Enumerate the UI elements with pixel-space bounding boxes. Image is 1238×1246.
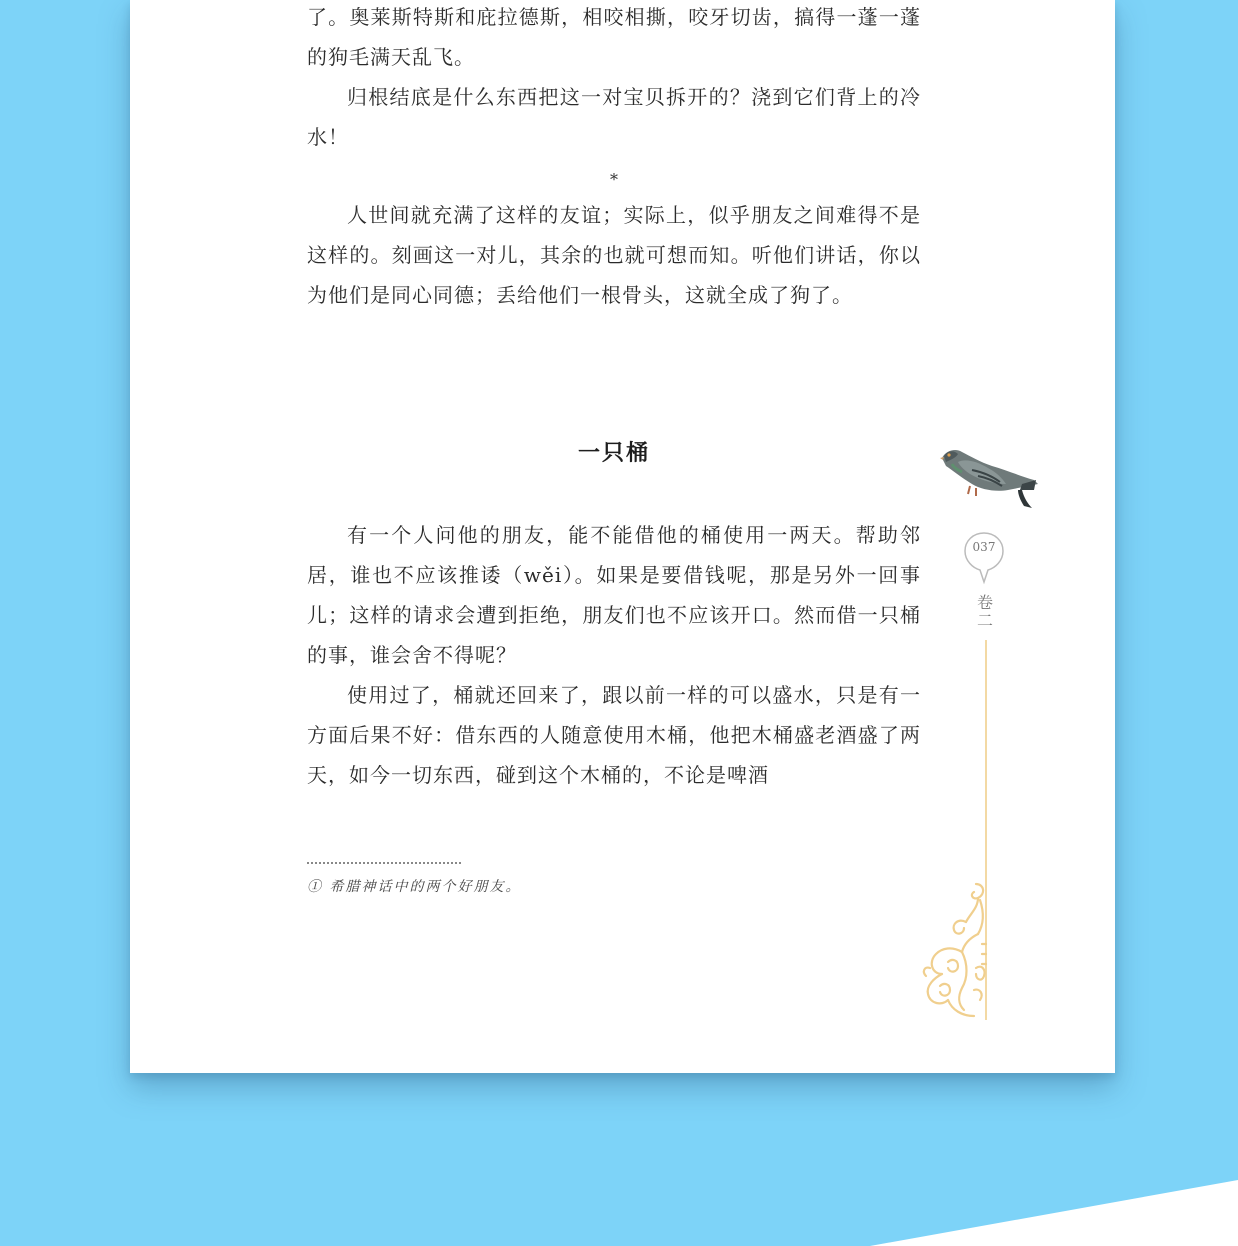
footnote-divider (307, 862, 461, 864)
volume-label: 卷二 (976, 593, 993, 630)
arabesque-ornament-icon (918, 878, 990, 1024)
page-number: 037 (972, 540, 996, 554)
paragraph-continued: 了。奥莱斯特斯和庇拉德斯，相咬相撕，咬牙切齿，搞得一蓬一蓬的狗毛满天乱飞。 (307, 5, 921, 69)
paragraph-cold-water: 归根结底是什么东西把这一对宝贝拆开的？浇到它们背上的冷水！ (307, 85, 921, 149)
text-block-moral (307, 195, 921, 315)
paragraph-borrow-bucket: 有一个人问他的朋友，能不能借他的桶使用一两天。帮助邻居，谁也不应该推诿（wěi）。如果是要借钱呢，那是另外一回事儿；这样的请求会遭到拒绝，朋友们也不应该开口。然而借一只桶的事，谁会舍不得呢？ (307, 523, 921, 667)
text-block-top (307, 0, 921, 189)
section-title: 一只桶 (577, 441, 650, 466)
paragraph-bucket-returned: 使用过了，桶就还回来了，跟以前一样的可以盛水，只是有一方面后果不好：借东西的人随意使用木桶，他把木桶盛老酒盛了两天，如今一切东西，碰到这个木桶的，不论是啤酒 (307, 683, 921, 787)
footnote: ① 希腊神话中的两个好朋友。 (307, 879, 522, 895)
paragraph-moral: 人世间就充满了这样的友谊；实际上，似乎朋友之间难得不是这样的。刻画这一对儿，其余的也就可想而知。听他们讲话，你以为他们是同心同德；丢给他们一根骨头，这就全成了狗了。 (307, 203, 921, 307)
text-block-section (307, 515, 921, 795)
page-marker-icon (962, 530, 1006, 586)
pigeon-illustration (936, 440, 1040, 512)
book-page (130, 0, 1115, 1073)
section-separator: * (610, 170, 618, 189)
